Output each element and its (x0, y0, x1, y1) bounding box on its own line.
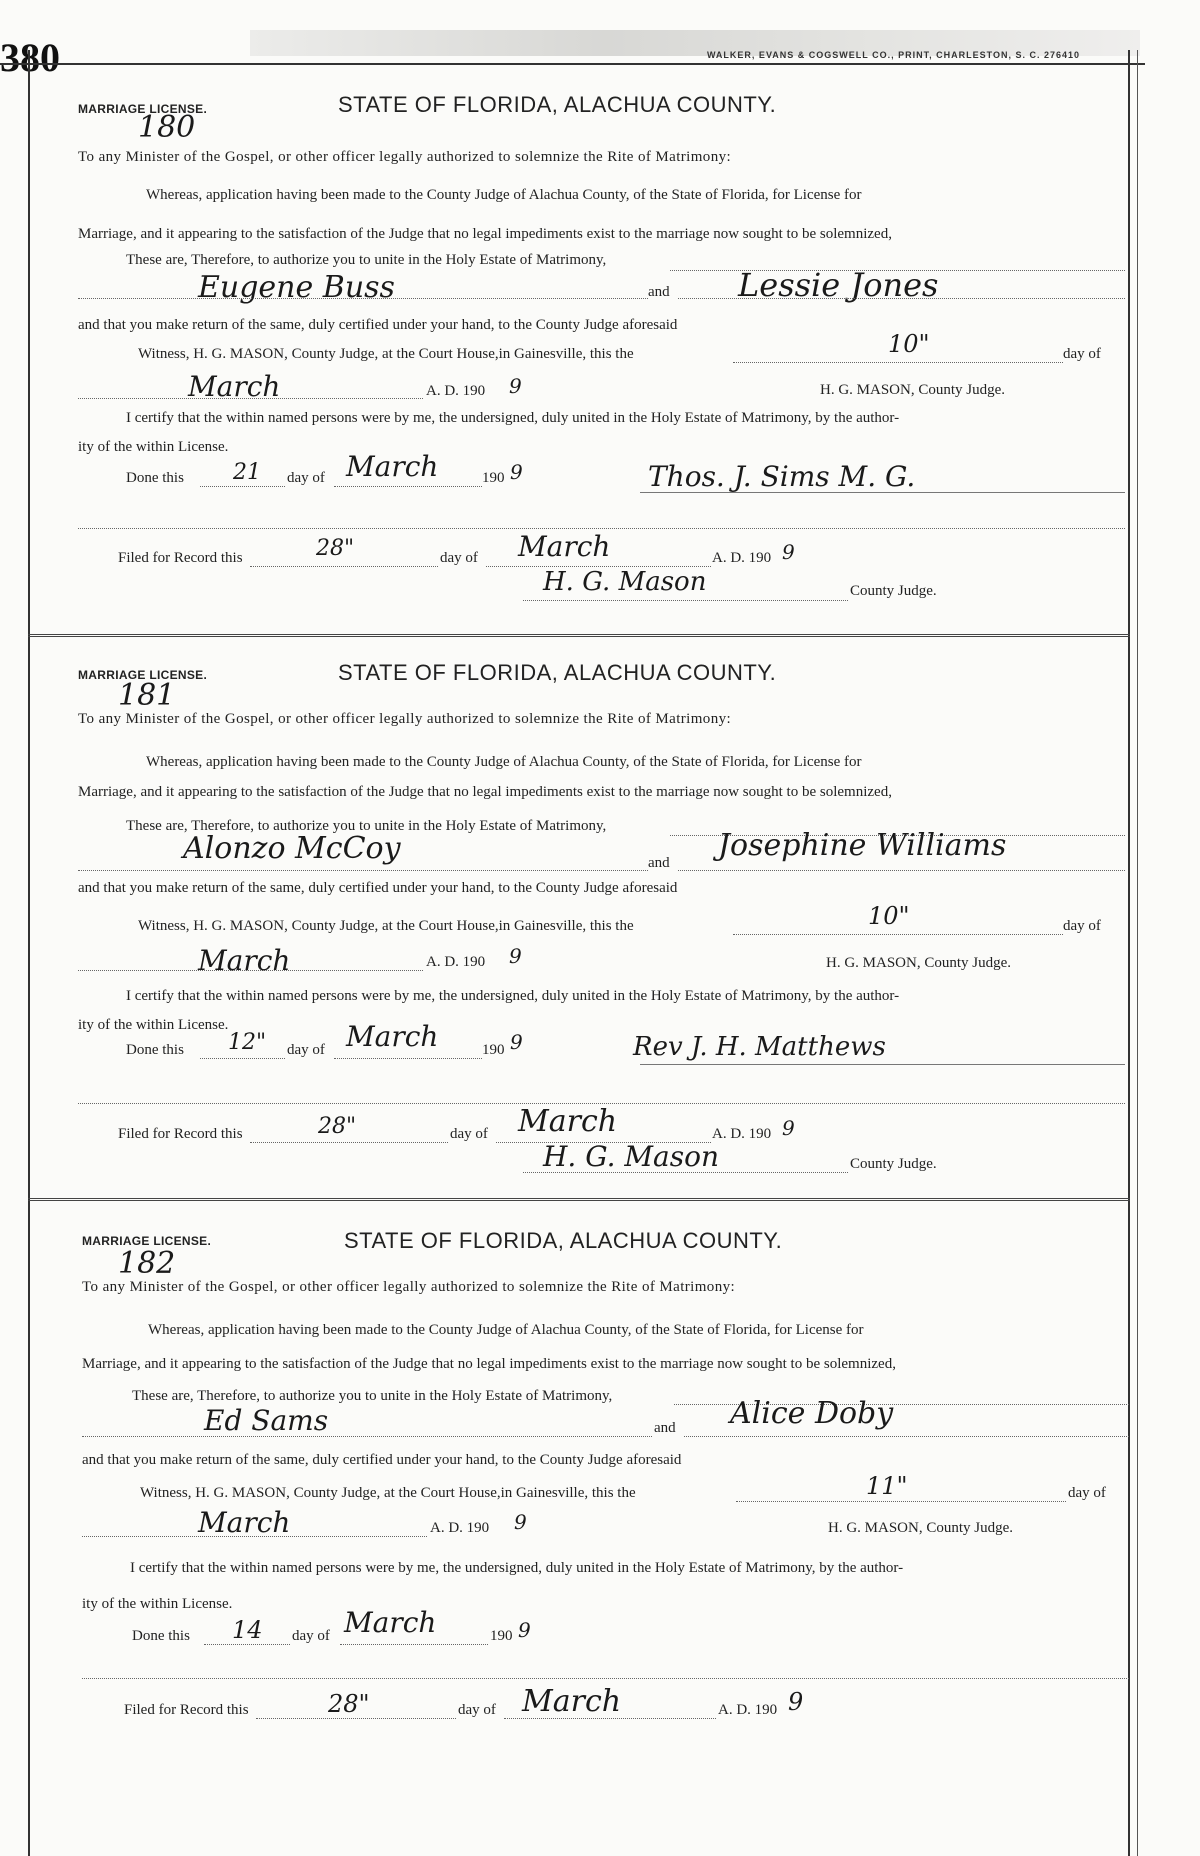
groom-name: Ed Sams (204, 1404, 329, 1437)
done-month: March (346, 450, 439, 483)
witness-line: Witness, H. G. MASON, County Judge, at the Court House,in Gainesville, this the (138, 918, 634, 934)
officiant-signature: Rev J. H. Matthews (633, 1032, 886, 1062)
these-are-line: These are, Therefore, to authorize you to unite in the Holy Estate of Matrimony, (132, 1388, 613, 1404)
done-day: 21 (233, 460, 261, 485)
done-year-label: 190 (490, 1628, 513, 1644)
whereas-line-1: Whereas, application having been made to the County Judge of Alachua County, of the State of Florida, for License for (148, 1322, 864, 1338)
filed-by-signature: H. G. Mason (543, 1140, 720, 1173)
witness-line: Witness, H. G. MASON, County Judge, at the Court House,in Gainesville, this the (138, 346, 634, 362)
witness-day: 11" (866, 1472, 908, 1500)
ad-label: A. D. 190 (426, 383, 486, 399)
whereas-line-2: Marriage, and it appearing to the satisfaction of the Judge that no legal impediments exist to the marriage now sought to be solemnized, (82, 1356, 896, 1372)
bride-name: Lessie Jones (738, 266, 939, 304)
filed-ad-label: A. D. 190 (712, 1126, 772, 1142)
return-line: and that you make return of the same, duly certified under your hand, to the County Judge aforesaid (82, 1452, 682, 1468)
certify-line-1: I certify that the within named persons were by me, the undersigned, duly united in the Holy Estate of Matrimony, by the author- (126, 988, 900, 1004)
filed-month: March (522, 1684, 622, 1719)
groom-name: Alonzo McCoy (183, 831, 401, 866)
return-line: and that you make return of the same, duly certified under your hand, to the County Judge aforesaid (78, 880, 678, 896)
filed-month: March (518, 1104, 618, 1139)
certify-line-1: I certify that the within named persons were by me, the undersigned, duly united in the Holy Estate of Matrimony, by the author- (126, 410, 900, 426)
address-line: To any Minister of the Gospel, or other officer legally authorized to solemnize the Rite of Matrimony: (78, 149, 732, 165)
certify-line-2: ity of the within License. (82, 1596, 233, 1612)
form-label: MARRIAGE LICENSE. (78, 668, 208, 682)
done-year-label: 190 (482, 1042, 505, 1058)
return-line: and that you make return of the same, duly certified under your hand, to the County Judge aforesaid (78, 317, 678, 333)
witness-line: Witness, H. G. MASON, County Judge, at the Court House,in Gainesville, this the (140, 1485, 636, 1501)
form-title: STATE OF FLORIDA, ALACHUA COUNTY. (338, 660, 777, 685)
done-month: March (344, 1606, 437, 1639)
filed-day: 28" (318, 1114, 357, 1139)
filed-year: 9 (782, 1116, 795, 1140)
done-year: 9 (518, 1618, 531, 1642)
right-border-inner (1137, 50, 1138, 1856)
done-month: March (346, 1020, 439, 1053)
done-day: 12" (228, 1030, 267, 1055)
done-this-label: Done this (132, 1628, 190, 1644)
witness-month: March (188, 370, 281, 403)
witness-day: 10" (868, 902, 910, 930)
judge-signature-printed: H. G. MASON, County Judge. (826, 955, 1012, 971)
these-are-line: These are, Therefore, to authorize you to unite in the Holy Estate of Matrimony, (126, 818, 607, 834)
license-record (28, 80, 1130, 650)
and-label: and (654, 1420, 676, 1436)
groom-name: Eugene Buss (198, 270, 395, 305)
whereas-line-1: Whereas, application having been made to the County Judge of Alachua County, of the State of Florida, for License for (146, 754, 862, 770)
witness-year: 9 (509, 374, 522, 398)
filed-day-of-label: day of (458, 1702, 496, 1718)
address-line: To any Minister of the Gospel, or other officer legally authorized to solemnize the Rite of Matrimony: (78, 711, 732, 727)
county-judge-label: County Judge. (850, 583, 937, 599)
form-title: STATE OF FLORIDA, ALACHUA COUNTY. (344, 1228, 783, 1253)
done-year-label: 190 (482, 470, 505, 486)
filed-label: Filed for Record this (118, 550, 243, 566)
witness-month: March (198, 944, 291, 977)
form-title: STATE OF FLORIDA, ALACHUA COUNTY. (338, 92, 777, 117)
form-label: MARRIAGE LICENSE. (82, 1234, 212, 1248)
filed-day-of-label: day of (440, 550, 478, 566)
filed-by-signature: H. G. Mason (543, 567, 707, 597)
ad-label: A. D. 190 (430, 1520, 490, 1536)
license-number: 181 (118, 678, 176, 713)
license-record (28, 648, 1130, 1218)
certify-line-1: I certify that the within named persons were by me, the undersigned, duly united in the Holy Estate of Matrimony, by the author- (130, 1560, 904, 1576)
filed-label: Filed for Record this (118, 1126, 243, 1142)
witness-day: 10" (888, 330, 930, 358)
whereas-line-2: Marriage, and it appearing to the satisfaction of the Judge that no legal impediments exist to the marriage now sought to be solemnized, (78, 226, 892, 242)
filed-ad-label: A. D. 190 (712, 550, 772, 566)
officiant-signature: Thos. J. Sims M. G. (648, 460, 916, 493)
page-number: 380 (0, 35, 60, 80)
witness-month: March (198, 1506, 291, 1539)
license-number: 180 (138, 110, 196, 145)
done-day: 14 (232, 1616, 263, 1644)
filed-label: Filed for Record this (124, 1702, 249, 1718)
filed-year: 9 (788, 1688, 804, 1716)
license-record (28, 1214, 1130, 1784)
done-day-of-label: day of (287, 1042, 325, 1058)
witness-year: 9 (514, 1510, 527, 1534)
done-day-of-label: day of (292, 1628, 330, 1644)
done-this-label: Done this (126, 470, 184, 486)
day-of-label: day of (1063, 918, 1101, 934)
whereas-line-2: Marriage, and it appearing to the satisfaction of the Judge that no legal impediments exist to the marriage now sought to be solemnized, (78, 784, 892, 800)
certify-line-2: ity of the within License. (78, 439, 229, 455)
license-number: 182 (118, 1246, 176, 1281)
printer-imprint: WALKER, EVANS & COGSWELL CO., PRINT, CHARLESTON, S. C. 276410 (706, 50, 1080, 60)
day-of-label: day of (1068, 1485, 1106, 1501)
county-judge-label: County Judge. (850, 1156, 937, 1172)
done-this-label: Done this (126, 1042, 184, 1058)
and-label: and (648, 284, 670, 300)
judge-signature-printed: H. G. MASON, County Judge. (820, 382, 1006, 398)
whereas-line-1: Whereas, application having been made to the County Judge of Alachua County, of the State of Florida, for License for (146, 187, 862, 203)
filed-day: 28" (316, 536, 355, 561)
bride-name: Alice Doby (730, 1396, 894, 1431)
done-year: 9 (510, 1030, 523, 1054)
filed-day-of-label: day of (450, 1126, 488, 1142)
certify-line-2: ity of the within License. (78, 1017, 229, 1033)
judge-signature-printed: H. G. MASON, County Judge. (828, 1520, 1014, 1536)
top-rule (0, 63, 1145, 65)
form-label: MARRIAGE LICENSE. (78, 102, 208, 116)
filed-year: 9 (782, 540, 795, 564)
done-year: 9 (510, 460, 523, 484)
filed-day: 28" (328, 1690, 370, 1718)
filed-month: March (518, 530, 611, 563)
witness-year: 9 (509, 944, 522, 968)
done-day-of-label: day of (287, 470, 325, 486)
bride-name: Josephine Williams (718, 828, 1007, 863)
and-label: and (648, 855, 670, 871)
these-are-line: These are, Therefore, to authorize you to unite in the Holy Estate of Matrimony, (126, 252, 607, 268)
ad-label: A. D. 190 (426, 954, 486, 970)
day-of-label: day of (1063, 346, 1101, 362)
filed-ad-label: A. D. 190 (718, 1702, 778, 1718)
address-line: To any Minister of the Gospel, or other officer legally authorized to solemnize the Rite of Matrimony: (82, 1279, 736, 1295)
